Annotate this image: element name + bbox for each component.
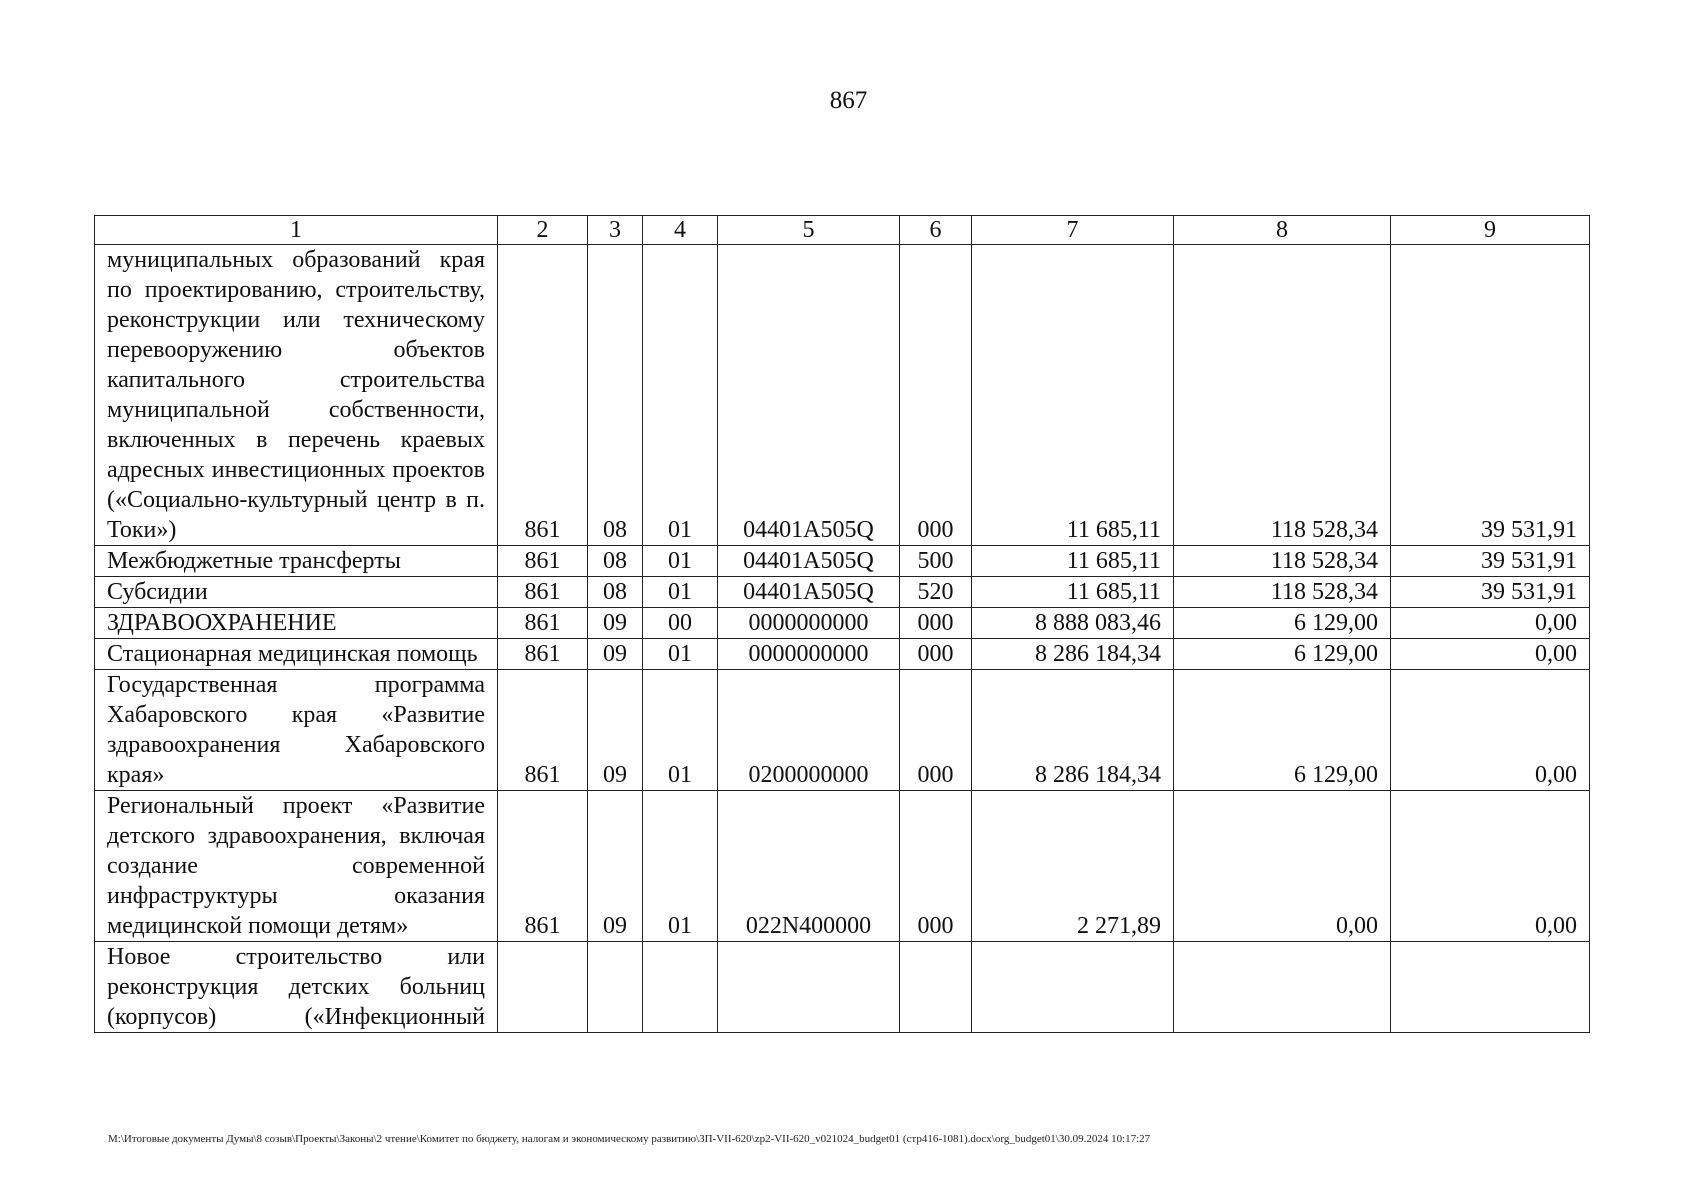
expense-type-code xyxy=(900,942,972,1033)
amount-col9: 0,00 xyxy=(1391,608,1590,639)
amount-col7: 11 685,11 xyxy=(972,245,1174,546)
section-code: 09 xyxy=(588,670,643,791)
subsection-code xyxy=(643,942,718,1033)
amount-col7: 8 888 083,46 xyxy=(972,608,1174,639)
target-article-code: 022N400000 xyxy=(718,791,900,942)
column-header: 1 xyxy=(95,216,498,245)
target-article-code: 0000000000 xyxy=(718,639,900,670)
ministry-code: 861 xyxy=(498,670,588,791)
target-article-code: 0000000000 xyxy=(718,608,900,639)
subsection-code: 01 xyxy=(643,577,718,608)
row-description: ЗДРАВООХРАНЕНИЕ xyxy=(95,608,498,639)
amount-col8 xyxy=(1174,942,1391,1033)
row-description: Субсидии xyxy=(95,577,498,608)
row-description: Новое строительство или реконструкция детских больниц (корпусов) («Инфекционный xyxy=(95,942,498,1033)
expense-type-code: 000 xyxy=(900,639,972,670)
column-header: 2 xyxy=(498,216,588,245)
amount-col9: 0,00 xyxy=(1391,639,1590,670)
section-code: 08 xyxy=(588,546,643,577)
expense-type-code: 520 xyxy=(900,577,972,608)
column-header: 5 xyxy=(718,216,900,245)
ministry-code: 861 xyxy=(498,245,588,546)
subsection-code: 01 xyxy=(643,639,718,670)
table-row xyxy=(95,942,1590,1033)
column-header: 3 xyxy=(588,216,643,245)
row-description: Межбюджетные трансферты xyxy=(95,546,498,577)
subsection-code: 01 xyxy=(643,791,718,942)
target-article-code: 04401А505Q xyxy=(718,245,900,546)
expense-type-code: 000 xyxy=(900,791,972,942)
amount-col8: 6 129,00 xyxy=(1174,670,1391,791)
amount-col7: 8 286 184,34 xyxy=(972,639,1174,670)
amount-col9 xyxy=(1391,942,1590,1033)
section-code: 09 xyxy=(588,608,643,639)
amount-col8: 6 129,00 xyxy=(1174,608,1391,639)
expense-type-code: 500 xyxy=(900,546,972,577)
subsection-code: 01 xyxy=(643,546,718,577)
table-row xyxy=(95,791,1590,942)
ministry-code: 861 xyxy=(498,639,588,670)
column-header: 8 xyxy=(1174,216,1391,245)
amount-col8: 6 129,00 xyxy=(1174,639,1391,670)
section-code: 08 xyxy=(588,577,643,608)
table-row xyxy=(95,577,1590,608)
amount-col8: 118 528,34 xyxy=(1174,546,1391,577)
expense-type-code: 000 xyxy=(900,245,972,546)
column-header: 6 xyxy=(900,216,972,245)
ministry-code: 861 xyxy=(498,577,588,608)
amount-col7: 2 271,89 xyxy=(972,791,1174,942)
amount-col9: 39 531,91 xyxy=(1391,546,1590,577)
table-row xyxy=(95,608,1590,639)
amount-col9: 39 531,91 xyxy=(1391,245,1590,546)
table-row xyxy=(95,546,1590,577)
amount-col8: 0,00 xyxy=(1174,791,1391,942)
column-header: 9 xyxy=(1391,216,1590,245)
row-description: Стационарная медицинская помощь xyxy=(95,639,498,670)
amount-col9: 39 531,91 xyxy=(1391,577,1590,608)
budget-table xyxy=(94,215,1590,1033)
table-row xyxy=(95,670,1590,791)
row-description: Государственная программа Хабаровского края «Развитие здравоохранения Хабаровского края» xyxy=(95,670,498,791)
target-article-code: 04401А505Q xyxy=(718,546,900,577)
amount-col9: 0,00 xyxy=(1391,791,1590,942)
file-path-footer: M:\Итоговые документы Думы\8 созыв\Проекты\Законы\2 чтение\Комитет по бюджету, налогам и экономическому развитию\ЗП-VII-620\zp2-VII-620_v021024_budget01 (стр416-1081).docx\org_budget01\30.09.2024 10:17:27 xyxy=(108,1133,1151,1145)
subsection-code: 00 xyxy=(643,608,718,639)
subsection-code: 01 xyxy=(643,245,718,546)
expense-type-code: 000 xyxy=(900,670,972,791)
target-article-code xyxy=(718,942,900,1033)
table-row xyxy=(95,639,1590,670)
amount-col7 xyxy=(972,942,1174,1033)
amount-col8: 118 528,34 xyxy=(1174,577,1391,608)
target-article-code: 04401А505Q xyxy=(718,577,900,608)
target-article-code: 0200000000 xyxy=(718,670,900,791)
amount-col7: 11 685,11 xyxy=(972,577,1174,608)
ministry-code: 861 xyxy=(498,608,588,639)
column-header: 4 xyxy=(643,216,718,245)
expense-type-code: 000 xyxy=(900,608,972,639)
row-description: муниципальных образований края по проектированию, строительству, реконструкции или техническому перевооружению объектов капитального строительства муниципальной собственности, включенных в перечень краевых адресных инвестиционных проектов («Социально-культурный центр в п. Токи») xyxy=(95,245,498,546)
column-header: 7 xyxy=(972,216,1174,245)
subsection-code: 01 xyxy=(643,670,718,791)
section-code: 09 xyxy=(588,791,643,942)
page-number: 867 xyxy=(829,87,868,114)
column-number-header-row xyxy=(95,216,1590,245)
section-code xyxy=(588,942,643,1033)
amount-col8: 118 528,34 xyxy=(1174,245,1391,546)
ministry-code: 861 xyxy=(498,791,588,942)
section-code: 09 xyxy=(588,639,643,670)
ministry-code xyxy=(498,942,588,1033)
amount-col7: 11 685,11 xyxy=(972,546,1174,577)
amount-col7: 8 286 184,34 xyxy=(972,670,1174,791)
section-code: 08 xyxy=(588,245,643,546)
row-description: Региональный проект «Развитие детского здравоохранения, включая создание современной инфраструктуры оказания медицинской помощи детям» xyxy=(95,791,498,942)
table-row xyxy=(95,245,1590,546)
ministry-code: 861 xyxy=(498,546,588,577)
amount-col9: 0,00 xyxy=(1391,670,1590,791)
